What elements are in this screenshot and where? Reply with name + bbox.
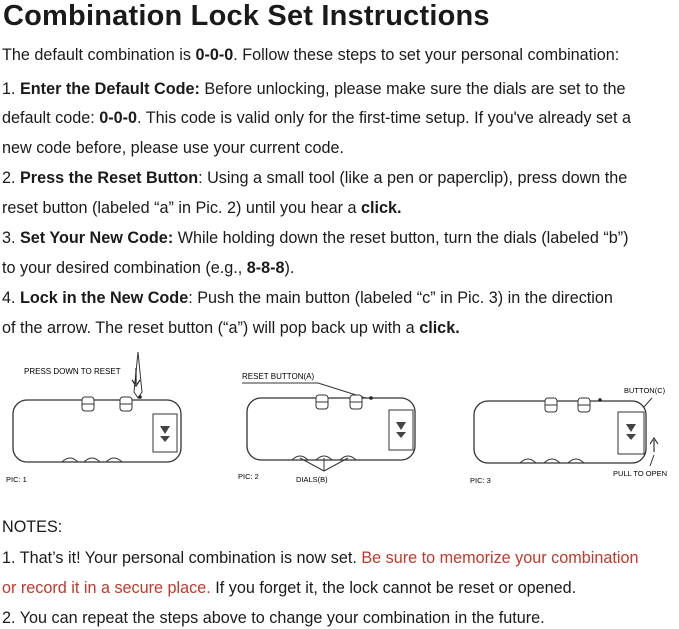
step-4-line-1: 4. Lock in the New Code: Push the main button (labeled “c” in Pic. 3) in the direction xyxy=(2,289,613,307)
lock-diagram-pic2 xyxy=(238,372,415,484)
pic2-caption: PIC: 2 xyxy=(238,472,259,481)
pic3-caption: PIC: 3 xyxy=(470,476,491,485)
step-1-line-3: new code before, please use your current code. xyxy=(2,139,344,157)
pic1-caption: PIC: 1 xyxy=(6,475,27,484)
pull-to-open-label: PULL TO OPEN xyxy=(613,469,668,478)
reset-button-callout: RESET BUTTON(A) xyxy=(242,372,315,381)
step-3-line-1: 3. Set Your New Code: While holding down the reset button, turn the dials (labeled “b”) xyxy=(2,229,629,247)
note-1-line-2: or record it in a secure place. If you forget it, the lock cannot be reset or opened. xyxy=(2,579,577,597)
press-down-callout: PRESS DOWN TO RESET xyxy=(24,367,121,376)
step-4-line-2: of the arrow. The reset button (“a”) will pop back up with a click. xyxy=(2,319,460,337)
step-1-line-2: default code: 0-0-0. This code is valid only for the first-time setup. If you've already set a xyxy=(2,109,632,127)
note-1-line-1: 1. That’s it! Your personal combination is now set. Be sure to memorize your combination xyxy=(2,549,639,567)
notes-heading: NOTES: xyxy=(2,518,63,536)
note-2: 2. You can repeat the steps above to change your combination in the future. xyxy=(2,609,545,627)
button-c-callout: BUTTON(C) xyxy=(624,386,666,395)
step-2-line-1: 2. Press the Reset Button: Using a small tool (like a pen or paperclip), press down the xyxy=(2,169,628,187)
lock-diagram-pic3 xyxy=(470,386,667,485)
page-title: Combination Lock Set Instructions xyxy=(3,0,490,32)
step-3-line-2: to your desired combination (e.g., 8-8-8). xyxy=(2,259,295,277)
lock-diagram-pic1 xyxy=(6,352,181,484)
lock-diagrams xyxy=(0,340,679,500)
intro-line: The default combination is 0-0-0. Follow these steps to set your personal combination: xyxy=(2,46,620,64)
dials-label: DIALS(B) xyxy=(296,475,328,484)
step-2-line-2: reset button (labeled “a” in Pic. 2) until you hear a click. xyxy=(2,199,402,217)
step-1-line-1: 1. Enter the Default Code: Before unlocking, please make sure the dials are set to the xyxy=(2,80,626,98)
